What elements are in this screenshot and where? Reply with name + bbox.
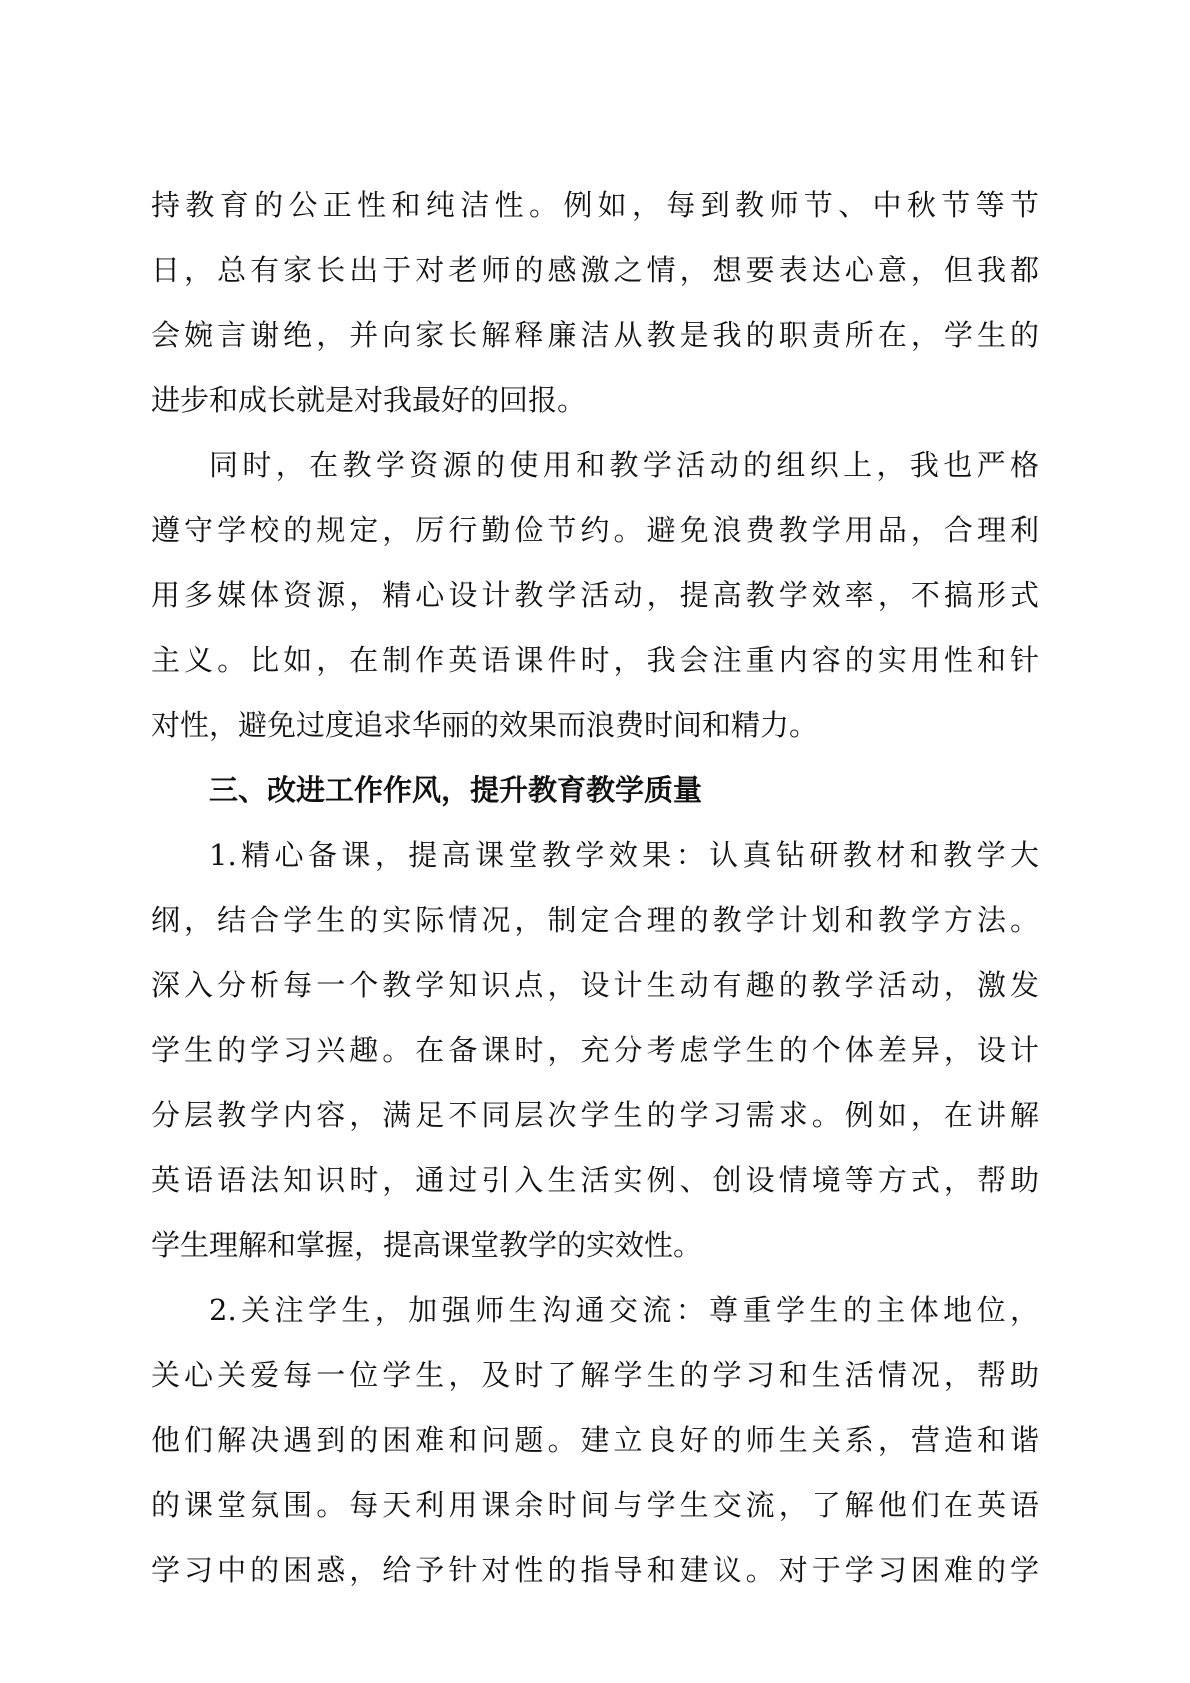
text-line: 对性，避免过度追求华丽的效果而浪费时间和精力。	[151, 708, 819, 742]
paragraph-p4	[151, 1278, 1039, 1603]
section-heading	[151, 758, 1039, 823]
text-line: 的课堂氛围。每天利用课余时间与学生交流，了解他们在英语	[151, 1488, 1039, 1522]
text-line: 纲，结合学生的实际情况，制定合理的教学计划和教学方法。	[151, 903, 1039, 937]
text-line: 分层教学内容，满足不同层次学生的学习需求。例如，在讲解	[151, 1098, 1039, 1132]
text-line: 会婉言谢绝，并向家长解释廉洁从教是我的职责所在，学生的	[151, 318, 1039, 352]
text-line: 学习中的困惑，给予针对性的指导和建议。对于学习困难的学	[151, 1553, 1039, 1587]
paragraph-p2	[151, 433, 1039, 758]
text-line: 他们解决遇到的困难和问题。建立良好的师生关系，营造和谐	[151, 1423, 1039, 1457]
text-line: 遵守学校的规定，厉行勤俭节约。避免浪费教学用品，合理利	[151, 513, 1039, 547]
paragraph-p1	[151, 173, 1039, 433]
text-line: 同时，在教学资源的使用和教学活动的组织上，我也严格	[209, 448, 1039, 482]
text-line: 持教育的公正性和纯洁性。例如，每到教师节、中秋节等节	[151, 188, 1039, 222]
text-line: 用多媒体资源，精心设计教学活动，提高教学效率，不搞形式	[151, 578, 1039, 612]
text-line: 主义。比如，在制作英语课件时，我会注重内容的实用性和针	[151, 643, 1039, 677]
document-body	[151, 173, 1039, 1603]
text-line: 日，总有家长出于对老师的感激之情，想要表达心意，但我都	[151, 253, 1039, 287]
text-line: 深入分析每一个教学知识点，设计生动有趣的教学活动，激发	[151, 968, 1039, 1002]
text-line: 英语语法知识时，通过引入生活实例、创设情境等方式，帮助	[151, 1163, 1039, 1197]
text-line: 学生的学习兴趣。在备课时，充分考虑学生的个体差异，设计	[151, 1033, 1039, 1067]
paragraph-p3	[151, 823, 1039, 1278]
text-line: 关心关爱每一位学生，及时了解学生的学习和生活情况，帮助	[151, 1358, 1039, 1392]
text-line: 学生理解和掌握，提高课堂教学的实效性。	[151, 1228, 703, 1262]
text-line: 1.精心备课，提高课堂教学效果：认真钻研教材和教学大	[209, 838, 1039, 872]
text-line: 2.关注学生，加强师生沟通交流：尊重学生的主体地位，	[209, 1293, 1039, 1327]
text-line: 进步和成长就是对我最好的回报。	[151, 383, 587, 417]
section-heading-text: 三、改进工作作风，提升教育教学质量	[209, 773, 703, 807]
